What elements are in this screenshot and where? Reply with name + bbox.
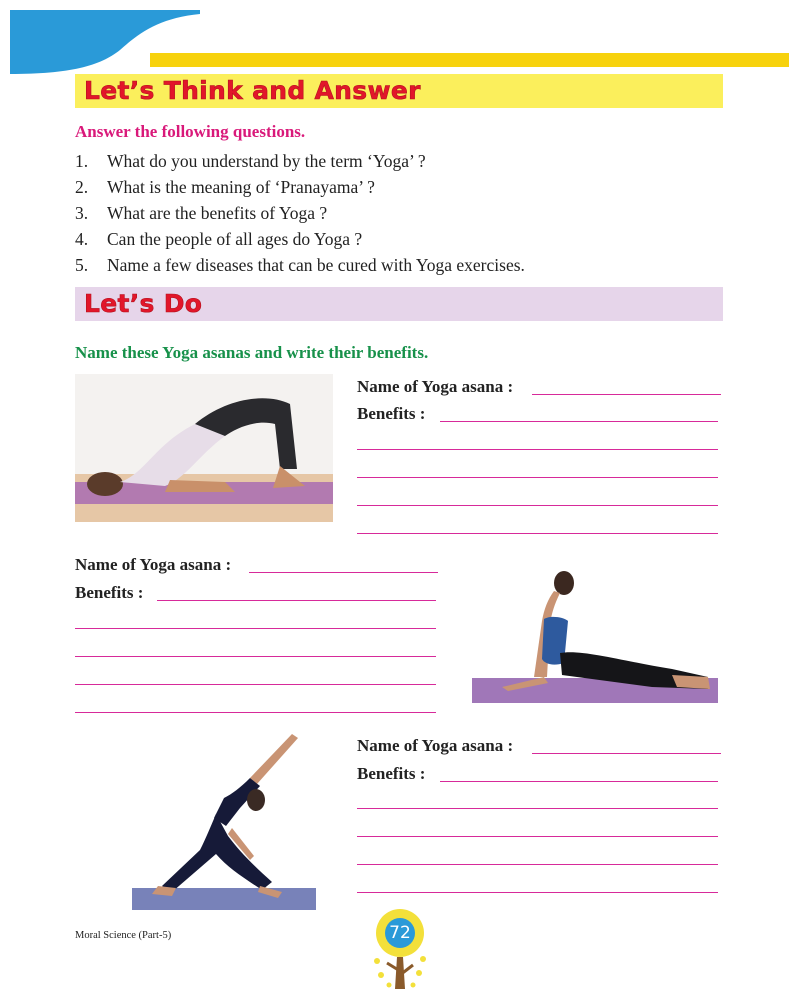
asana1-benefits-line[interactable] [357, 477, 718, 478]
asana3-benefits-line[interactable] [440, 781, 718, 782]
question-text: Name a few diseases that can be cured with Yoga exercises. [107, 255, 525, 275]
cobra-pose-photo [472, 565, 718, 705]
question-item [75, 252, 525, 278]
question-text: Can the people of all ages do Yoga ? [107, 229, 363, 249]
question-text: What do you understand by the term ‘Yoga’ ? [107, 151, 426, 171]
asana2-benefits-line[interactable] [157, 600, 436, 601]
asana1-name-line[interactable] [532, 394, 721, 395]
asana1-benefits-line[interactable] [357, 533, 718, 534]
question-item [75, 148, 525, 174]
question-number: 4. [75, 229, 89, 249]
asana2-benefits-line[interactable] [75, 656, 436, 657]
asana3-benefits-line[interactable] [357, 892, 718, 893]
page-number-badge [367, 905, 433, 995]
instruction-questions: Answer the following questions. [75, 122, 306, 141]
bridge-pose-photo [75, 374, 333, 522]
section-header-do [75, 287, 723, 321]
question-number: 2. [75, 177, 89, 197]
asana2-benefits-label: Benefits : [75, 583, 144, 602]
asana3-benefits-label: Benefits : [357, 764, 426, 783]
question-item [75, 174, 525, 200]
asana3-benefits-line[interactable] [357, 836, 718, 837]
asana1-benefits-line[interactable] [440, 421, 718, 422]
question-number: 3. [75, 203, 89, 223]
asana1-benefits-line[interactable] [357, 449, 718, 450]
page-number: 72 [389, 923, 411, 943]
footer-book-title: Moral Science (Part-5) [75, 930, 172, 941]
asana3-name-label: Name of Yoga asana : [357, 736, 514, 755]
asana2-benefits-line[interactable] [75, 628, 436, 629]
instruction-asanas: Name these Yoga asanas and write their benefits. [75, 343, 429, 362]
asana2-name-label: Name of Yoga asana : [75, 555, 232, 574]
asana1-benefits-label: Benefits : [357, 404, 426, 423]
asana3-benefits-line[interactable] [357, 864, 718, 865]
section-header-think [75, 74, 723, 108]
question-item [75, 200, 525, 226]
question-number: 5. [75, 255, 89, 275]
question-text: What are the benefits of Yoga ? [107, 203, 328, 223]
asana3-name-line[interactable] [532, 753, 721, 754]
question-list [75, 148, 525, 278]
side-angle-pose-photo [132, 728, 316, 910]
asana2-name-line[interactable] [249, 572, 438, 573]
asana1-benefits-line[interactable] [357, 505, 718, 506]
section-title-do: Let’s Do [84, 289, 203, 318]
section-title-think: Let’s Think and Answer [84, 76, 421, 105]
asana2-benefits-line[interactable] [75, 684, 436, 685]
question-text: What is the meaning of ‘Pranayama’ ? [107, 177, 375, 197]
asana3-benefits-line[interactable] [357, 808, 718, 809]
question-item [75, 226, 525, 252]
asana2-benefits-line[interactable] [75, 712, 436, 713]
header-yellow-band [150, 53, 789, 67]
question-number: 1. [75, 151, 89, 171]
asana1-name-label: Name of Yoga asana : [357, 377, 514, 396]
